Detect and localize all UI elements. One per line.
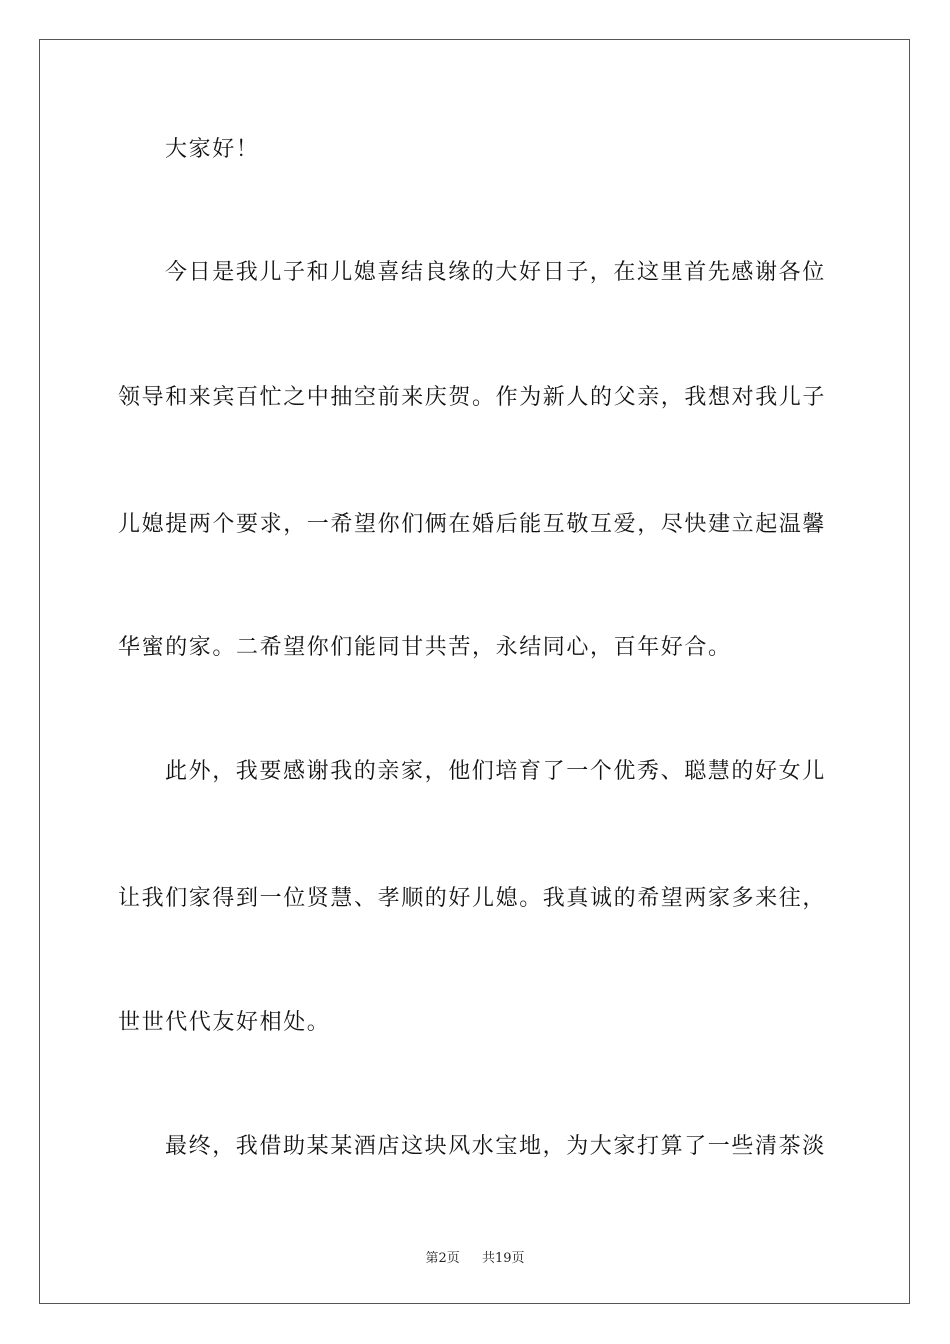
paragraph-1-line-2: 领导和来宾百忙之中抽空前来庆贺。作为新人的父亲，我想对我儿子 [118, 385, 827, 410]
paragraph-1-line-4: 华蜜的家。二希望你们能同甘共苦，永结同心，百年好合。 [118, 635, 732, 660]
paragraph-3-line-1: 最终，我借助某某酒店这块风水宝地，为大家打算了一些清茶淡 [165, 1134, 826, 1159]
page-footer [0, 1247, 950, 1266]
paragraph-2-line-1: 此外，我要感谢我的亲家，他们培育了一个优秀、聪慧的好女儿 [165, 759, 826, 784]
paragraph-1-line-3: 儿媳提两个要求，一希望你们俩在婚后能互敬互爱，尽快建立起温馨 [118, 512, 827, 537]
paragraph-2-line-3: 世世代代友好相处。 [118, 1010, 331, 1035]
page-number: 第2页 [425, 1251, 460, 1266]
page-frame [39, 39, 910, 1304]
greeting-line: 大家好！ [165, 137, 260, 162]
paragraph-2-line-2: 让我们家得到一位贤慧、孝顺的好儿媳。我真诚的希望两家多来往， [118, 886, 827, 911]
total-pages: 共19页 [482, 1251, 525, 1266]
paragraph-1-line-1: 今日是我儿子和儿媳喜结良缘的大好日子，在这里首先感谢各位 [165, 260, 826, 285]
